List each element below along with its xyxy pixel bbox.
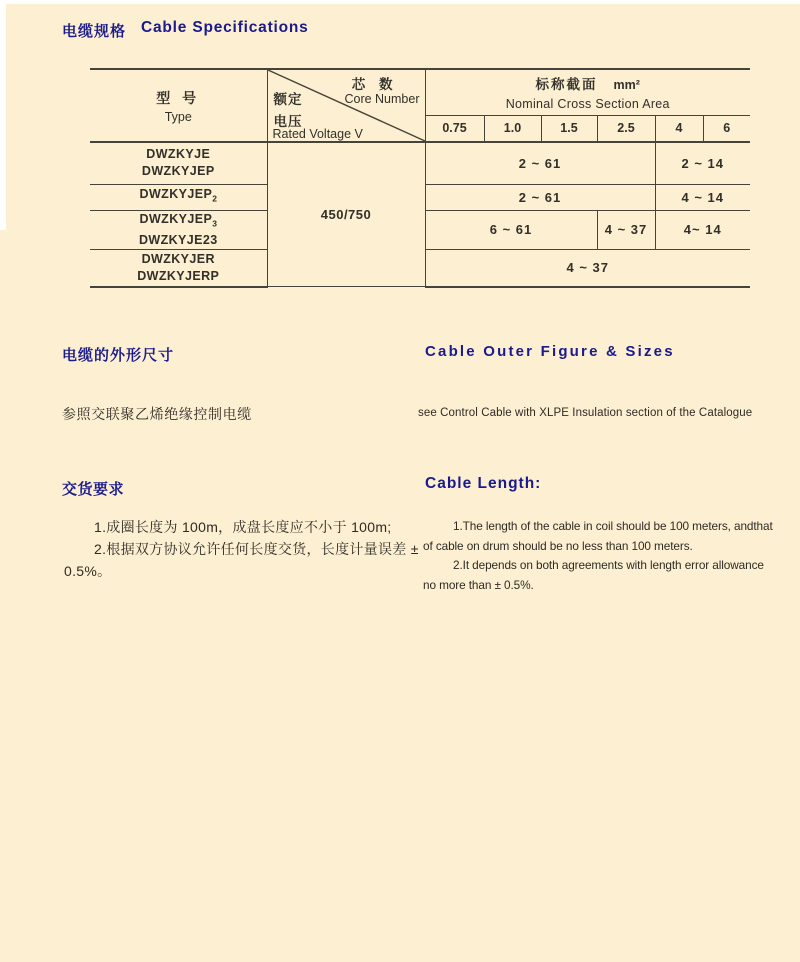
core-number-label-en: Core Number bbox=[344, 92, 420, 106]
delivery-en-line: 2.It depends on both agreements with length error allowance bbox=[453, 558, 764, 572]
delivery-en-line: no more than ± 0.5%. bbox=[423, 577, 534, 592]
column-header: 0.75 bbox=[425, 115, 484, 142]
cable-specifications-table bbox=[90, 68, 750, 288]
core-range-cell: 2 ~ 61 bbox=[425, 184, 655, 210]
cross-section-header-cell bbox=[425, 69, 750, 115]
cross-section-label-zh: 标称截面 bbox=[535, 77, 598, 93]
page-left-margin bbox=[0, 0, 6, 230]
outer-size-heading-en: Cable Outer Figure & Sizes bbox=[425, 343, 675, 360]
cross-section-unit: mm² bbox=[613, 78, 640, 93]
core-range-cell: 4 ~ 37 bbox=[425, 250, 750, 287]
delivery-en-line: of cable on drum should be no less than 100 meters. bbox=[423, 538, 693, 553]
type-header-zh: 型 号 bbox=[156, 89, 201, 106]
outer-size-body-en: see Control Cable with XLPE Insulation section of the Catalogue bbox=[418, 407, 753, 419]
delivery-en-line: 1.The length of the cable in coil should be 100 meters, andthat bbox=[453, 519, 773, 533]
outer-size-heading-zh: 电缆的外形尺寸 bbox=[62, 347, 175, 364]
type-cell: DWZKYJER DWZKYJERP bbox=[90, 250, 267, 287]
type-header-en: Type bbox=[164, 109, 192, 124]
core-range-cell: 4 ~ 37 bbox=[597, 210, 655, 250]
column-header: 2.5 bbox=[597, 115, 655, 142]
page-title-zh: 电缆规格 bbox=[62, 23, 127, 40]
type-cell: $DWZKYJEP_2$ bbox=[90, 184, 267, 210]
table-row bbox=[90, 142, 750, 184]
outer-size-body-zh: 参照交联聚乙烯绝缘控制电缆 bbox=[62, 406, 252, 422]
page-title-en: Cable Specifications bbox=[141, 19, 309, 36]
type-cell: $DWZKYJEP_3$ DWZKYJE23 bbox=[90, 210, 267, 250]
type-cell: DWZKYJE DWZKYJEP bbox=[90, 142, 267, 184]
delivery-body-zh bbox=[64, 516, 419, 582]
core-range-cell: 4~ 14 bbox=[655, 210, 750, 250]
delivery-heading-en: Cable Length: bbox=[425, 475, 542, 492]
delivery-zh-line: 0.5%。 bbox=[64, 563, 112, 579]
column-header: 6 bbox=[703, 115, 750, 142]
rated-voltage-label-en: Rated Voltage V bbox=[272, 127, 363, 141]
cross-section-label-en: Nominal Cross Section Area bbox=[505, 97, 670, 112]
core-voltage-corner-cell bbox=[267, 69, 425, 142]
delivery-heading-zh: 交货要求 bbox=[62, 481, 125, 498]
core-range-cell: 2 ~ 14 bbox=[655, 142, 750, 184]
core-number-label-zh: 芯 数 bbox=[351, 77, 398, 92]
page-top-margin bbox=[0, 0, 800, 4]
delivery-body-en bbox=[423, 517, 773, 595]
core-range-cell: 2 ~ 61 bbox=[425, 142, 655, 184]
column-header: 4 bbox=[655, 115, 703, 142]
column-header: 1.5 bbox=[541, 115, 597, 142]
table-header-row bbox=[90, 69, 750, 115]
type-header-cell bbox=[90, 69, 267, 142]
core-range-cell: 6 ~ 61 bbox=[425, 210, 597, 250]
delivery-zh-line: 2.根据双方协议允许任何长度交货，长度计量误差 ± bbox=[94, 541, 419, 557]
rated-voltage-label-zh1: 额定 bbox=[273, 92, 303, 107]
delivery-zh-line: 1.成圈长度为 100m，成盘长度应不小于 100m; bbox=[94, 519, 392, 535]
rated-voltage-cell: 450/750 bbox=[267, 142, 425, 287]
core-range-cell: 4 ~ 14 bbox=[655, 184, 750, 210]
column-header: 1.0 bbox=[484, 115, 541, 142]
rated-voltage-label-zh2: 电压 bbox=[273, 114, 303, 129]
